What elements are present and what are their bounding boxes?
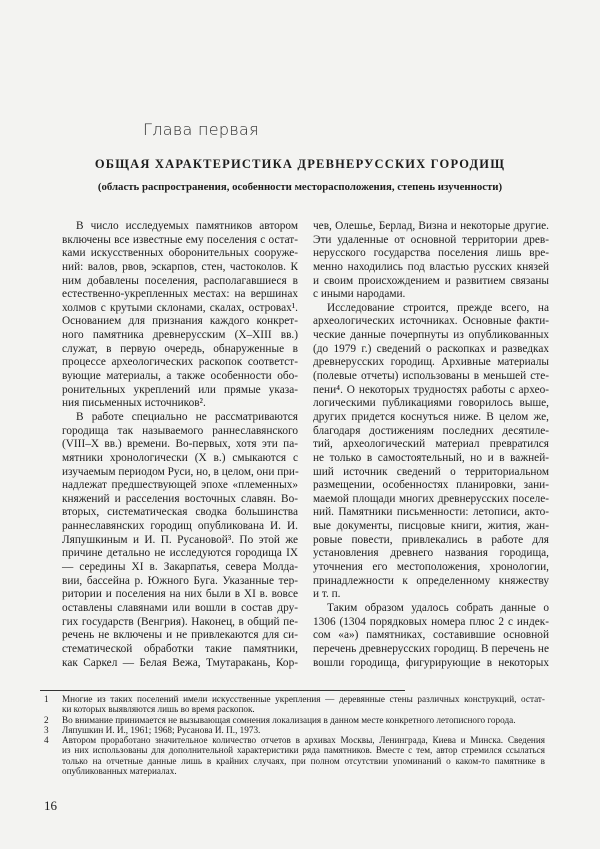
- text-line: изучаемым периодом Руси, но, в целом, они при-: [62, 465, 299, 478]
- text-line: уточнения его местоположения, хронологии,: [313, 561, 549, 574]
- footnote-line: ки которых выявляются лишь во время раскопок.: [62, 704, 255, 715]
- footnote-line: только на отчетные данные лишь в крайних случаях, при полном отсутствии упоминаний о каком-то памятнике в: [62, 755, 545, 766]
- footnote-line: из них использованы для дополнительной характеристики ряда памятников. Вместе с тем, автор стремился ссылаться: [62, 745, 545, 756]
- footnote: [40, 735, 545, 776]
- text-line: размещении, особенностях планировки, зани-: [313, 479, 549, 492]
- text-line: менно находились под властью русских князей: [313, 260, 549, 273]
- footnote: [40, 715, 545, 725]
- text-line: — середины XI в. Закарпатья, севера Молда-: [62, 561, 298, 574]
- text-line: тий, археологический материал превратился: [313, 438, 549, 451]
- footnote-number: 2: [44, 714, 49, 725]
- text-line: ритории и поселения на них были в XI в. вовсе: [62, 588, 298, 601]
- text-line: включены все известные ему поселения с остат-: [62, 233, 298, 246]
- text-line: ния письменных источников².: [62, 397, 206, 410]
- paragraph: [62, 411, 298, 670]
- footnote-number: 1: [44, 694, 49, 704]
- footnote-number: 3: [44, 724, 49, 735]
- text-line: ший источник сведений о территориальном: [313, 465, 549, 478]
- text-line: перечень древнерусских городищ. В перечень не: [313, 642, 549, 655]
- paragraph: [62, 220, 298, 411]
- text-line: причине детально не исследуются городища IX: [62, 547, 298, 560]
- text-line: как Саркел — Белая Вежа, Тмутаракань, Кор-: [62, 656, 298, 669]
- footnote-line: Во внимание принимается не вызывающая сомнения локализация в данном месте конкретного летописного города.: [62, 714, 516, 725]
- text-line: мятники хронологически (X в.) смыкаются с: [62, 451, 298, 464]
- text-line: сом «а») памятниках, составившие основной: [313, 629, 549, 642]
- footnote-line: опубликованных материалах.: [62, 766, 177, 777]
- text-line: речень не включены и не привлекаются для си-: [62, 629, 298, 642]
- text-line: маемой площади многих древнерусских поселе-: [313, 492, 549, 505]
- text-line: установления древнего названия городища,: [313, 547, 549, 560]
- text-line: Таким образом удалось собрать данные о: [327, 601, 549, 614]
- paragraph: [313, 220, 549, 302]
- text-line: княжений и расселения восточных славян. Во-: [62, 492, 298, 505]
- right-column: [313, 220, 549, 670]
- text-line: ронительных укреплений или прямые указа-: [62, 383, 298, 396]
- text-line: естественно-укрепленных местах: на вершинах: [62, 288, 298, 301]
- text-line: чев, Олешье, Берлад, Визна и некоторые другие.: [313, 220, 549, 232]
- text-line: городища так называемого раннеславянского: [62, 424, 298, 437]
- text-line: вые документы, писцовые книги, жития, жан-: [313, 520, 549, 533]
- footnotes: [40, 694, 545, 776]
- footnote-line: Автором проработано значительное количество отчетов в архивах Москвы, Ленинграда, Киева и Минска. Сведения: [62, 735, 545, 746]
- chapter-label: Глава первая: [143, 120, 259, 139]
- text-line: ровые повести, привлекались в работе для: [313, 533, 549, 546]
- text-line: вии, бассейна р. Южного Буга. Указанные тер-: [62, 574, 298, 587]
- text-line: (до 1979 г.) сведений о раскопках и разведках: [313, 342, 549, 355]
- text-line: логическими публикациями говорилось выше,: [313, 397, 549, 410]
- text-line: вторых, систематическая сводка большинства: [62, 506, 298, 519]
- footnote-rule: [40, 690, 405, 691]
- text-line: древнерусских городищ. Архивные материалы: [313, 356, 549, 369]
- text-line: ками искусственных оборонительных сооруже-: [62, 247, 298, 260]
- text-line: 1306 (1304 порядковых номера плюс 2 с индек-: [313, 615, 549, 628]
- footnote-line: Ляпушкин И. И., 1961; 1968; Русанова И. П., 1973.: [62, 724, 261, 735]
- text-line: других придется коснуться ниже. В целом же,: [313, 410, 549, 423]
- text-line: с иными народами.: [313, 288, 406, 301]
- text-line: ного памятника древнерусским (X–XIII вв.): [62, 329, 298, 342]
- text-line: гих государств (Венгрия). Наконец, в общий пе-: [62, 615, 298, 628]
- text-line: археологических источниках. Основные факти-: [313, 315, 549, 328]
- footnote: [40, 694, 545, 715]
- text-line: служат, в первую очередь, обнаруженные в: [62, 342, 298, 355]
- chapter-subheading: (область распространения, особенности месторасположения, степень изученности): [97, 181, 503, 193]
- paragraph: [313, 302, 549, 602]
- footnote-number: 4: [44, 735, 49, 746]
- text-line: (VIII–X вв.) времени. Во-первых, хотя эти па-: [62, 438, 298, 451]
- text-line: благодаря достижениям последних десятиле-: [313, 424, 549, 437]
- text-line: пени⁴. О некоторых трудностях работы с архео-: [313, 383, 549, 396]
- text-line: холмов с крутыми склонами, скалах, островах¹.: [62, 301, 298, 314]
- text-line: и своим происхождением и развитием связаны: [313, 274, 549, 287]
- text-line: процессе археологических раскопок соответст-: [62, 356, 298, 369]
- text-line: Эти удаленные от основной территории древ-: [313, 233, 549, 246]
- text-line: надлежат предшествующей эпохе «племенных»: [62, 479, 298, 492]
- text-line: принадлежности к определенному княжеству: [313, 574, 549, 587]
- text-line: Ляпушкиным и И. П. Русановой³. По этой же: [62, 533, 298, 546]
- text-line: стематической обработки такие памятники,: [62, 642, 298, 655]
- text-line: (полевые отчеты) использованы в меньшей сте-: [313, 370, 549, 383]
- text-line: и т. п.: [313, 588, 341, 601]
- text-line: нерусского государства поселения лишь вре-: [313, 247, 549, 260]
- text-line: ний. Памятники письменности: летописи, акто-: [313, 506, 549, 519]
- footnote-line: Многие из таких поселений имели искусственные укрепления — деревянные стены различных конструкций, остат-: [62, 694, 545, 704]
- text-line: Основанием для признания каждого конкрет-: [62, 315, 298, 328]
- text-line: ний: валов, рвов, эскарпов, стен, частоколов. К: [62, 260, 298, 273]
- paragraph: [313, 602, 549, 670]
- footnote: [40, 725, 545, 735]
- left-column: [62, 220, 298, 670]
- text-line: вошли городища, фигурирующие в некоторых: [313, 656, 549, 669]
- text-line: вующие материалы, а также особенности обо-: [62, 370, 298, 383]
- text-line: раннеславянских городищ опубликована И. И.: [62, 520, 298, 533]
- text-line: В работе специально не рассматриваются: [76, 410, 298, 423]
- page-number: 16: [44, 798, 57, 813]
- text-line: оставлены славянами или вошли в состав дру-: [62, 601, 298, 614]
- text-line: не только в самостоятельный, но и в важней-: [313, 451, 549, 464]
- text-line: ним добавлены поселения, располагавшиеся в: [62, 274, 298, 287]
- chapter-heading: ОБЩАЯ ХАРАКТЕРИСТИКА ДРЕВНЕРУССКИХ ГОРОДИЩ: [94, 157, 506, 171]
- text-line: В число исследуемых памятников автором: [76, 220, 298, 232]
- text-line: Исследование строится, прежде всего, на: [327, 301, 549, 314]
- text-line: ческие данные почерпнуты из опубликованных: [313, 329, 549, 342]
